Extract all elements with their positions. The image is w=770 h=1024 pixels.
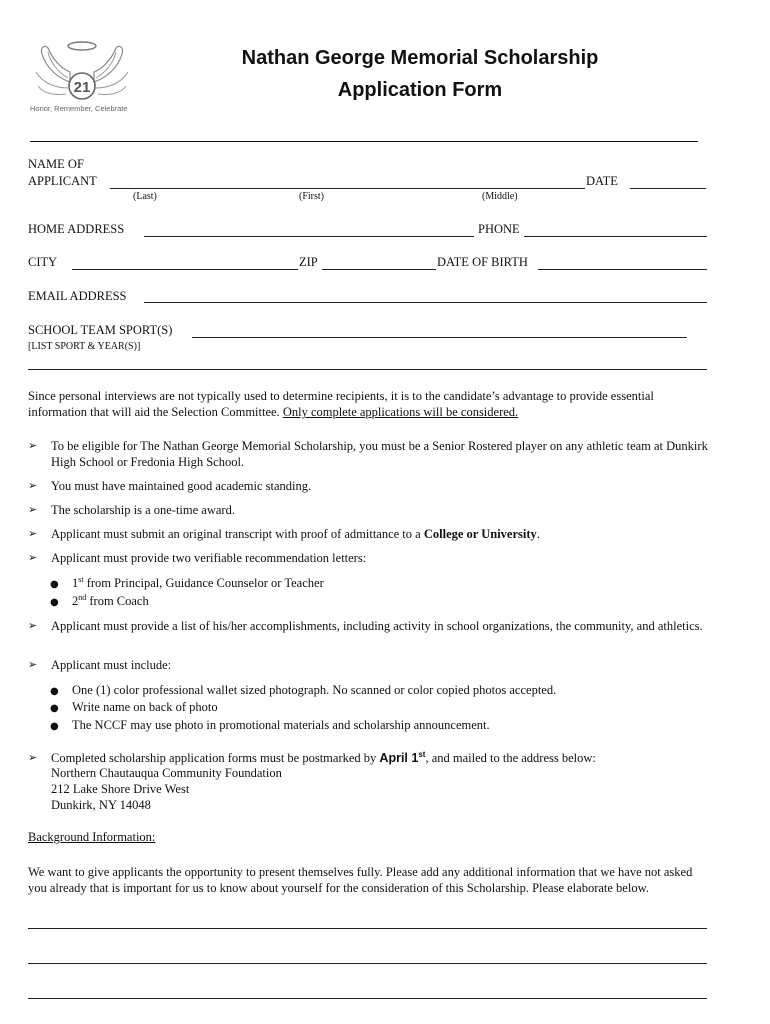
name-label-line2: APPLICANT bbox=[28, 174, 97, 188]
sub-item-text: Write name on back of photo bbox=[72, 700, 218, 714]
sport-label: SCHOOL TEAM SPORT(S) bbox=[28, 323, 173, 337]
requirement-text: The scholarship is a one-time award. bbox=[51, 503, 235, 517]
ordinal-number: 1 bbox=[72, 576, 79, 590]
form-title: Nathan George Memorial Scholarship bbox=[241, 47, 599, 69]
requirement-text: To be eligible for The Nathan George Memorial Scholarship, you must be a Senior Rostered player on any athletic team at Dunkirk High School or Fredonia High School. bbox=[51, 439, 708, 469]
deadline-date: April 1 bbox=[379, 751, 419, 765]
requirement-text-end: . bbox=[536, 527, 540, 541]
city-field[interactable] bbox=[72, 269, 298, 270]
sub-item-text: from Principal, Guidance Counselor or Teacher bbox=[83, 576, 324, 590]
response-line-3[interactable] bbox=[28, 998, 707, 999]
applicant-name-field[interactable] bbox=[110, 188, 585, 189]
date-label: DATE bbox=[586, 174, 618, 188]
requirement-text: Applicant must provide two verifiable recommendation letters: bbox=[51, 551, 367, 565]
intro-paragraph bbox=[28, 388, 708, 420]
arrow-bullet-icon: ➢ bbox=[28, 527, 38, 540]
requirement-text-end: , and mailed to the address below: bbox=[425, 751, 596, 765]
date-field[interactable] bbox=[630, 188, 706, 189]
sub-item-text: The NCCF may use photo in promotional materials and scholarship announcement. bbox=[72, 718, 490, 732]
bullet-dot-icon: ● bbox=[50, 597, 59, 608]
sublabel-first: (First) bbox=[299, 191, 324, 202]
ordinal-suffix: st bbox=[78, 574, 84, 584]
requirement-text: Applicant must submit an original transcript with proof of admittance to a bbox=[51, 527, 424, 541]
ordinal-suffix: nd bbox=[78, 592, 87, 602]
arrow-bullet-icon: ➢ bbox=[28, 551, 38, 564]
logo-tagline: Honor, Remember, Celebrate bbox=[30, 104, 128, 113]
bullet-dot-icon: ● bbox=[50, 686, 59, 697]
form-subtitle: Application Form bbox=[337, 79, 503, 101]
sub-item-photo bbox=[50, 682, 556, 700]
dob-label: DATE OF BIRTH bbox=[437, 255, 528, 269]
zip-label: ZIP bbox=[299, 255, 318, 269]
email-field[interactable] bbox=[144, 302, 707, 303]
sub-item-principal bbox=[50, 575, 324, 593]
background-heading: Background Information: bbox=[28, 830, 156, 844]
phone-field[interactable] bbox=[524, 236, 707, 237]
ordinal-number: 2 bbox=[72, 594, 79, 608]
sport-hint: [LIST SPORT & YEAR(S)] bbox=[28, 341, 141, 352]
home-address-field[interactable] bbox=[144, 236, 474, 237]
arrow-bullet-icon: ➢ bbox=[28, 503, 38, 516]
dob-field[interactable] bbox=[538, 269, 707, 270]
sub-item-name-on-photo bbox=[50, 699, 218, 717]
arrow-bullet-icon: ➢ bbox=[28, 619, 38, 632]
background-paragraph: We want to give applicants the opportunity to present themselves fully. Please add any additional information that we have not asked you already that is important for us to know about yourself for the consideration of this Scholarship. Please elaborate below. bbox=[28, 865, 693, 895]
sport-field[interactable] bbox=[192, 337, 687, 338]
sport-field-line2[interactable] bbox=[28, 369, 707, 370]
sub-item-text: from Coach bbox=[86, 594, 149, 608]
requirement-text: Applicant must include: bbox=[51, 658, 172, 672]
phone-label: PHONE bbox=[478, 222, 520, 236]
address-line3: Dunkirk, NY 14048 bbox=[51, 798, 151, 812]
home-address-label: HOME ADDRESS bbox=[28, 222, 125, 236]
sub-item-text: One (1) color professional wallet sized photograph. No scanned or color copied photos accepted. bbox=[72, 683, 557, 697]
sub-item-coach bbox=[50, 593, 149, 611]
email-label: EMAIL ADDRESS bbox=[28, 289, 127, 303]
arrow-bullet-icon: ➢ bbox=[28, 439, 38, 452]
arrow-bullet-icon: ➢ bbox=[28, 751, 38, 764]
name-label-line1: NAME OF bbox=[28, 157, 84, 171]
sub-item-photo-usage bbox=[50, 717, 490, 735]
address-line2: 212 Lake Shore Drive West bbox=[51, 782, 190, 796]
header-rule bbox=[30, 141, 698, 142]
city-label: CITY bbox=[28, 255, 58, 269]
intro-underlined: Only complete applications will be considered. bbox=[282, 405, 519, 419]
logo-number: 21 bbox=[73, 79, 91, 96]
deadline-suffix: st bbox=[418, 749, 426, 759]
address-line1: Northern Chautauqua Community Foundation bbox=[51, 766, 282, 780]
intro-text: Since personal interviews are not typically used to determine recipients, it is to the candidate’s advantage to provide essential information that will aid the Selection Committee. bbox=[28, 389, 654, 419]
requirement-text: Completed scholarship application forms must be postmarked by bbox=[51, 751, 380, 765]
requirement-text: Applicant must provide a list of his/her accomplishments, including activity in school organizations, the community, and athletics. bbox=[51, 619, 703, 633]
requirement-text: You must have maintained good academic standing. bbox=[51, 479, 312, 493]
bullet-dot-icon: ● bbox=[50, 579, 59, 590]
bullet-dot-icon: ● bbox=[50, 703, 59, 714]
bullet-dot-icon: ● bbox=[50, 721, 59, 732]
response-line-1[interactable] bbox=[28, 928, 707, 929]
arrow-bullet-icon: ➢ bbox=[28, 479, 38, 492]
sublabel-last: (Last) bbox=[133, 191, 157, 202]
zip-field[interactable] bbox=[322, 269, 436, 270]
arrow-bullet-icon: ➢ bbox=[28, 658, 38, 671]
response-line-2[interactable] bbox=[28, 963, 707, 964]
college-emphasis: College or University bbox=[423, 527, 537, 541]
sublabel-middle: (Middle) bbox=[482, 191, 518, 202]
